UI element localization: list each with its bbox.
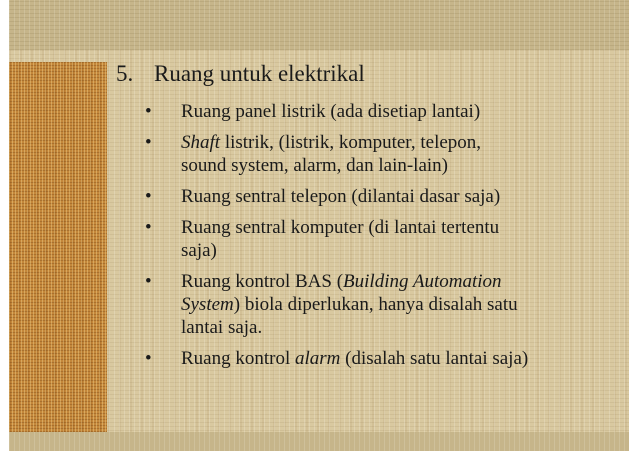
bullet-dot: • [145,186,152,207]
bullet-line: Ruang kontrol alarm (disalah satu lantai saja) [181,348,529,369]
bullet-item [145,185,629,208]
bullet-line: Shaft listrik, (listrik, komputer, telepon, [181,132,482,153]
bullet-line: Ruang sentral komputer (di lantai tertentu [181,217,500,238]
bullet-list [145,100,629,378]
slide-heading [116,60,365,88]
slide-content [9,0,629,451]
bullet-dot: • [145,217,152,238]
bullet-item [145,100,629,123]
heading-title: Ruang untuk elektrikal [154,61,365,86]
bullet-dot: • [145,132,152,153]
bullet-line: Ruang kontrol BAS (Building Automation [181,271,502,292]
bullet-dot: • [145,271,152,292]
bullet-dot: • [145,101,152,122]
bullet-dot: • [145,348,152,369]
bullet-line: System) biola diperlukan, hanya disalah satu [181,294,518,315]
bullet-line: lantai saja. [181,317,263,338]
bullet-item [145,347,629,370]
slide [9,0,629,451]
bullet-line: saja) [181,240,217,261]
heading-number: 5. [116,61,134,86]
bullet-line: Ruang panel listrik (ada disetiap lantai) [181,101,481,122]
bullet-item [145,216,629,262]
bullet-line: Ruang sentral telepon (dilantai dasar saja) [181,186,501,207]
bullet-item [145,131,629,177]
bullet-item [145,270,629,339]
bullet-line: sound system, alarm, dan lain-lain) [181,155,448,176]
